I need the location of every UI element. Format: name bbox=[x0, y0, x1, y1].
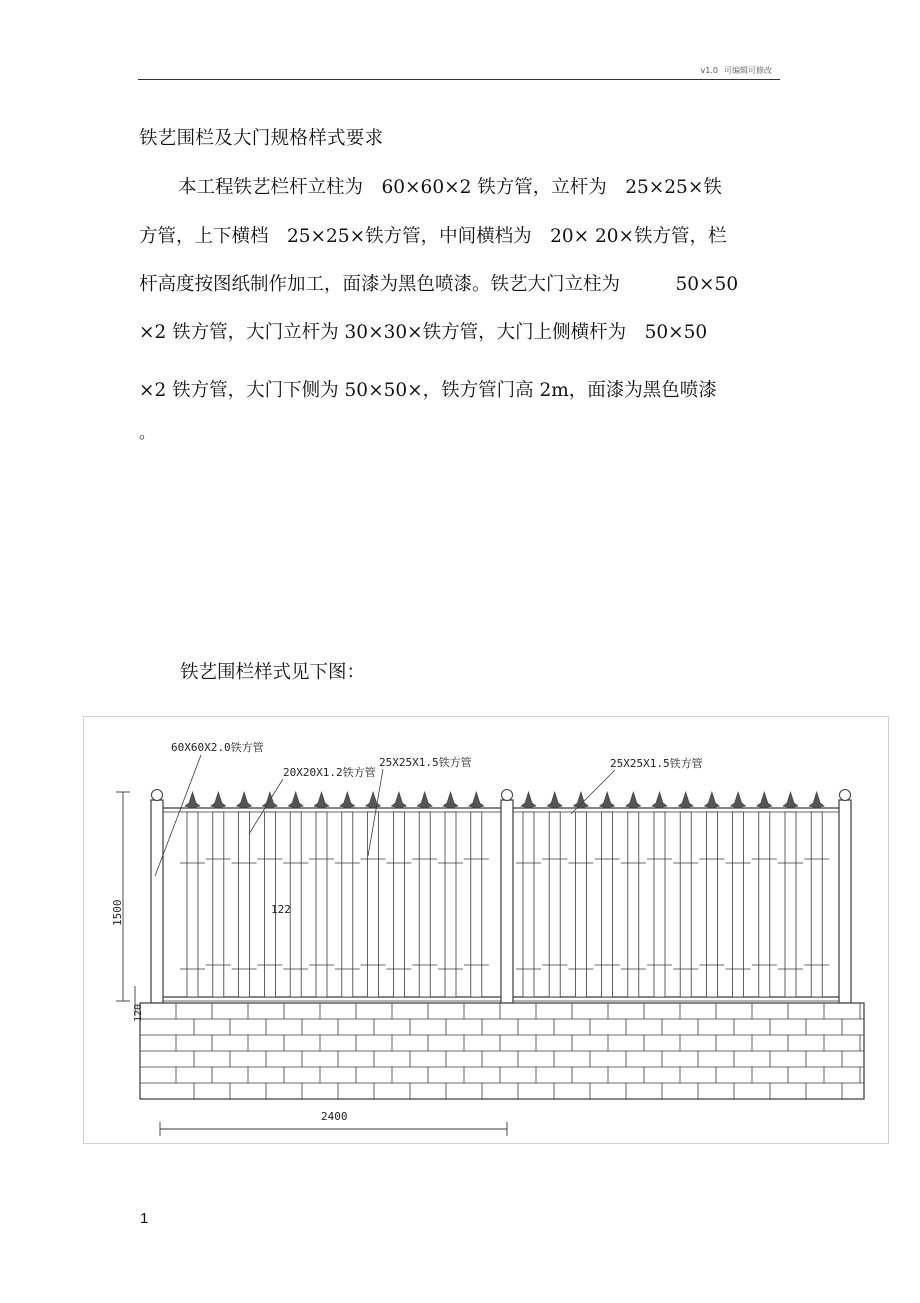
page-number: 1 bbox=[140, 1210, 149, 1227]
post-middle bbox=[501, 800, 513, 1003]
post-left bbox=[151, 800, 163, 1003]
label-base-height: 120 bbox=[133, 1003, 144, 1022]
post-middle-cap bbox=[502, 790, 513, 801]
fence-drawing-svg bbox=[83, 716, 889, 1144]
label-middle-rail: 20X20X1.2铁方管 bbox=[283, 766, 376, 779]
fence-drawing bbox=[83, 716, 889, 1144]
header-note bbox=[701, 65, 772, 76]
picket-20 bbox=[706, 812, 717, 997]
picket-12 bbox=[471, 812, 482, 997]
header-rule bbox=[138, 79, 780, 80]
picket-24 bbox=[811, 812, 822, 997]
label-picket-left: 25X25X1.5铁方管 bbox=[379, 756, 472, 769]
document-title: 铁艺围栏及大门规格样式要求 bbox=[139, 128, 384, 149]
picket-10 bbox=[419, 812, 430, 997]
header-version: v1.0 bbox=[700, 66, 718, 75]
body-line-5: ×2 铁方管，大门下侧为 50×50×，铁方管门高 2m，面漆为黑色喷漆 bbox=[139, 380, 717, 401]
post-right bbox=[839, 800, 851, 1003]
picket-18 bbox=[654, 812, 665, 997]
picket-8 bbox=[368, 812, 379, 997]
label-picket-right: 25X25X1.5铁方管 bbox=[610, 757, 703, 770]
label-post: 60X60X2.0铁方管 bbox=[171, 741, 264, 754]
body-line-1: 本工程铁艺栏杆立柱为 60×60×2 铁方管，立杆为 25×25×铁 bbox=[178, 177, 722, 198]
body-line-4: ×2 铁方管，大门立杆为 30×30×铁方管，大门上侧横杆为 50×50 bbox=[139, 322, 708, 343]
label-height: 1500 bbox=[111, 899, 124, 926]
body-line-3: 杆高度按图纸制作加工，面漆为黑色喷漆。铁艺大门立柱为 50×50 bbox=[139, 274, 739, 295]
post-right-cap bbox=[840, 790, 851, 801]
figure-lead: 铁艺围栏样式见下图： bbox=[180, 662, 366, 683]
label-spacing: 122 bbox=[271, 903, 291, 916]
post-left-cap bbox=[152, 790, 163, 801]
body-line-6: 。 bbox=[139, 423, 156, 442]
picket-14 bbox=[549, 812, 560, 997]
picket-22 bbox=[759, 812, 770, 997]
picket-16 bbox=[602, 812, 613, 997]
picket-2 bbox=[213, 812, 224, 997]
picket-6 bbox=[316, 812, 327, 997]
body-line-2: 方管，上下横档 25×25×铁方管，中间横档为 20× 20×铁方管，栏 bbox=[139, 226, 727, 247]
label-span: 2400 bbox=[321, 1110, 348, 1123]
header-editable-note: 可编辑可修改 bbox=[724, 66, 772, 75]
